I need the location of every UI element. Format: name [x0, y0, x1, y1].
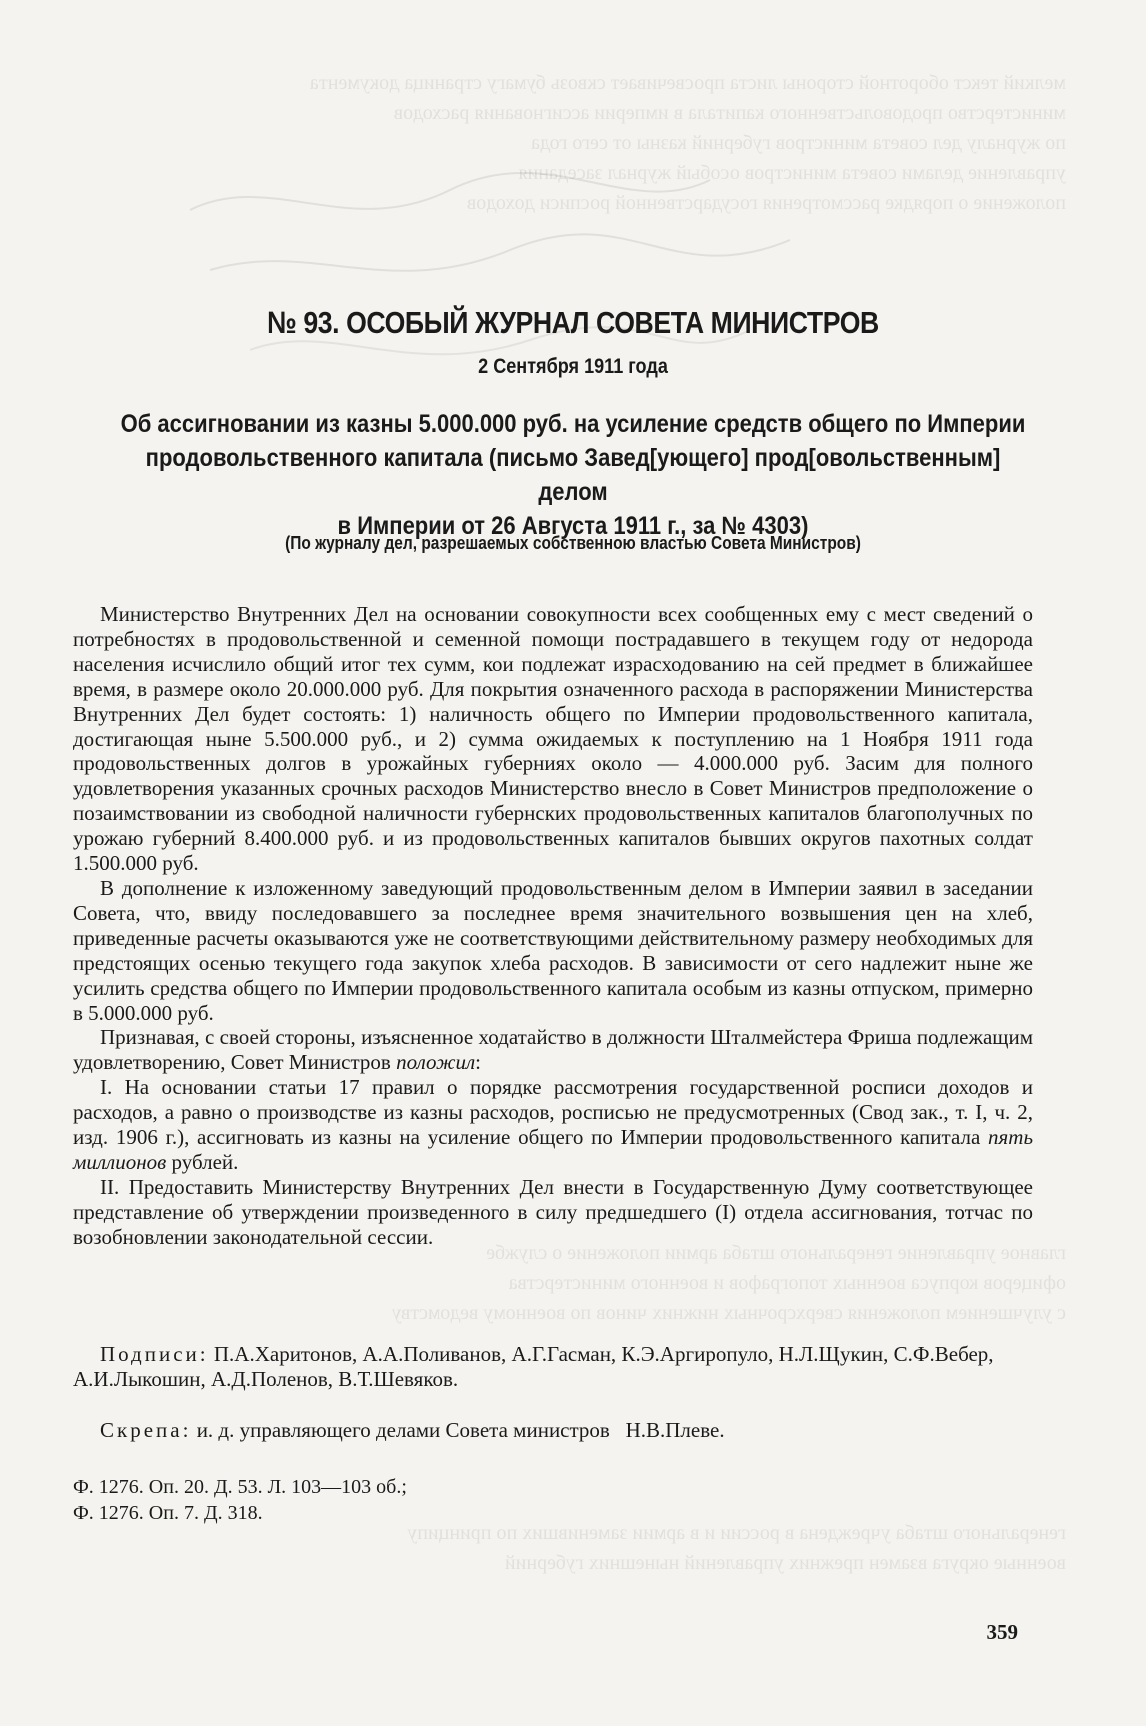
signatures-names: П.А.Харитонов, А.А.Поливанов, А.Г.Гасман, К.Э.Аргиропуло, Н.Л.Щукин, С.Ф.Вебер, А.И.Лыкошин, А.Д.Поленов, В.Т.Шевяков. [73, 1342, 994, 1391]
archive-reference: Ф. 1276. Оп. 7. Д. 318. [73, 1502, 263, 1524]
document-body [73, 602, 1033, 1250]
paragraph: В дополнение к изложенному заведующий продовольственным делом в Империи заявил в заседании Совета, что, ввиду последовавшего за последнее время значительного возвышения цен на хлеб, приведенные расчеты оказываются уже не соответствующими действительному размеру необходимых для предстоящих осенью текущего года закупок хлеба расходов. В зависимости от сего надлежит ныне же усилить средства общего по Империи продовольственного капитала особым из казны отпуском, примерно в 5.000.000 руб. [73, 875, 1033, 1025]
signatures-label: Подписи: [100, 1342, 209, 1366]
show-through-text: управление делами совета министров особый журнал заседания [518, 162, 1066, 184]
subtitle-line: продовольственного капитала (письмо Завед[ующего] прод[овольственным] делом [145, 444, 1001, 506]
paragraph: I. На основании статьи 17 правил о порядке рассмотрения государственной росписи доходов и расходов, а равно о производстве из казны расходов, росписью не предусмотренных (Свод зак., т. I, ч. 2, изд. 1906 г.), ассигновать из казны на усиление общего по Империи продовольственного капитала пять миллионов рублей. [73, 1075, 1033, 1174]
show-through-text: министерство продовольственного капитала в империи ассигнования расходов [393, 102, 1066, 124]
document-date: 2 Сентября 1911 года [478, 355, 668, 378]
subtitle-line: в Империи от 26 Августа 1911 г., за № 4303) [337, 512, 809, 540]
document-subtitle [113, 407, 1033, 543]
show-through-text: с улучшением положения сверхсрочных нижних чинов по военному ведомству [391, 1302, 1066, 1324]
countersign-text: и. д. управляющего делами Совета министров Н.В.Плеве. [191, 1418, 725, 1442]
show-through-text: положение о порядке рассмотрения государственной росписи доходов [466, 192, 1066, 214]
show-through-text: мелкий текст оборотной стороны листа просвечивает сквозь бумагу страница документа [309, 72, 1066, 94]
show-through-text: генерального штаба учреждена в россии и в армии заменивших по принципу [407, 1522, 1066, 1544]
paragraph: II. Предоставить Министерству Внутренних Дел внести в Государственную Думу соответствующее представление об утверждении произведенного в силу предшедшего (I) отдела ассигнования, тотчас по возобновлении законодательной сессии. [73, 1174, 1033, 1249]
emphasis-text: положил [396, 1050, 476, 1075]
countersign-label: Скрепа: [100, 1418, 192, 1442]
page-number: 359 [986, 1620, 1018, 1644]
paragraph: Признавая, с своей стороны, изъясненное ходатайство в должности Шталмейстера Фриша подлежащим удовлетворению, Совет Министров положил: [73, 1025, 1033, 1075]
archive-reference: Ф. 1276. Оп. 20. Д. 53. Л. 103—103 об.; [73, 1476, 407, 1498]
signatures-block [73, 1342, 1033, 1392]
journal-note: (По журналу дел, разрешаемых собственною властью Совета Министров) [285, 533, 861, 553]
document-title: № 93. ОСОБЫЙ ЖУРНАЛ СОВЕТА МИНИСТРОВ [267, 305, 879, 340]
paragraph: Министерство Внутренних Дел на основании совокупности всех сообщенных ему с мест сведений о потребностях в продовольственной и семенной помощи пострадавшего в текущем году от недорода населения исчислило общий итог тех сумм, кои подлежат израсходованию на сей предмет в ближайшее время, в размере около 20.000.000 руб. Для покрытия означенного расхода в распоряжении Министерства Внутренних Дел будет состоять: 1) наличность общего по Империи продовольственного капитала, достигающая ныне 5.500.000 руб., и 2) сумма ожидаемых к поступлению на 1 Ноября 1911 года продовольственных долгов в урожайных губерниях около — 4.000.000 руб. Засим для полного удовлетворения указанных срочных расходов Министерство внесло в Совет Министров предположение о позаимствовании из свободной наличности губернских продовольственных капиталов благополучных по урожаю губерний 8.400.000 руб. и из продовольственных капиталов бывших округов пахотных солдат 1.500.000 руб. [73, 602, 1033, 876]
subtitle-line: Об ассигновании из казны 5.000.000 руб. на усиление средств общего по Империи [120, 410, 1026, 438]
emphasis-text: пять миллионов [73, 1125, 1033, 1174]
show-through-text: по журналу дел совета министров губерний казны от сего года [531, 132, 1066, 154]
show-through-text: военные округа взамен прежних управлений нынешних губерний [504, 1552, 1066, 1574]
countersign-block [73, 1418, 1033, 1443]
show-through-text: офицеров корпуса военных топографов и военного министерства [508, 1272, 1066, 1294]
show-through-text: главное управление генерального штаба армии положение о службе [486, 1242, 1066, 1264]
archive-references [73, 1474, 407, 1526]
